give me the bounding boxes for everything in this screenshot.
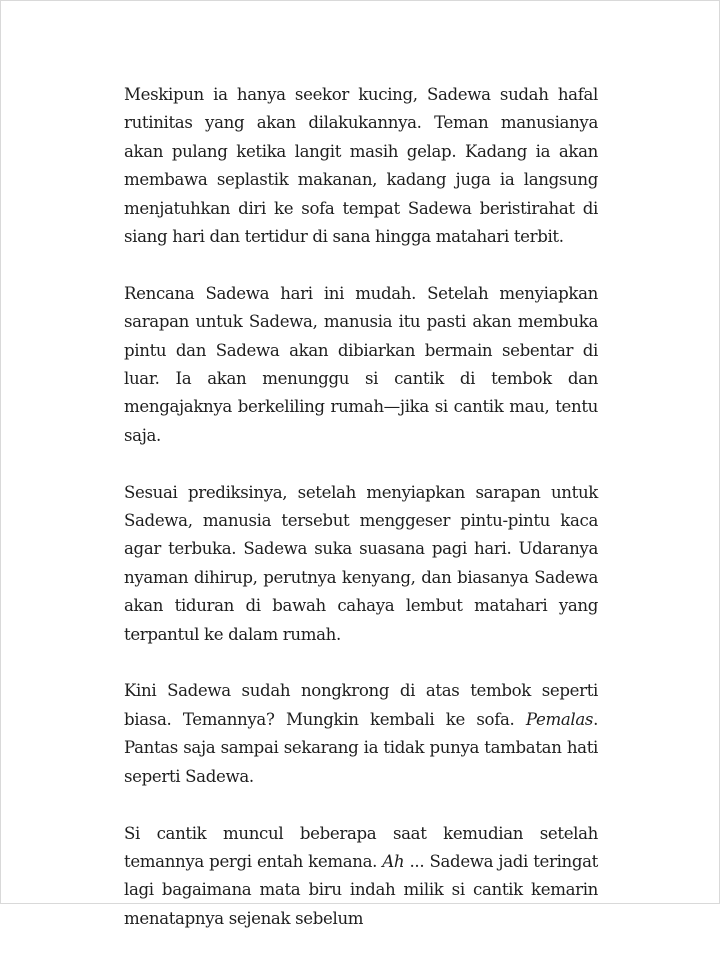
paragraph-2	[124, 280, 598, 450]
paragraph-2-text: Rencana Sadewa hari ini mudah. Setelah menyiapkan sarapan untuk Sadewa, manusia itu pasti akan membuka pintu dan Sadewa akan dibiarkan bermain sebentar di luar. Ia akan menunggu si cantik di tembok dan mengajaknya berkeliling rumah—jika si cantik mau, tentu saja.	[124, 283, 598, 445]
paragraph-4	[124, 677, 598, 791]
paragraph-1	[124, 81, 598, 251]
paragraph-3	[124, 479, 598, 649]
paragraph-4-text-end: . Pantas saja sampai sekarang ia tidak punya tambatan hati seperti Sadewa.	[124, 709, 598, 786]
paragraph-5-text-end: ... Sadewa jadi teringat lagi bagaimana mata biru indah milik si cantik kemarin menatapnya sejenak sebelum	[124, 851, 598, 928]
paragraph-4-italic-word: Pemalas	[525, 709, 594, 729]
story-text	[124, 81, 598, 962]
paragraph-5	[124, 820, 598, 934]
paragraph-5-italic-word: Ah	[382, 851, 405, 871]
paragraph-4-text-start: Kini Sadewa sudah nongkrong di atas tembok seperti biasa. Temannya? Mungkin kembali ke sofa.	[124, 681, 598, 729]
paragraph-1-text: Meskipun ia hanya seekor kucing, Sadewa sudah hafal rutinitas yang akan dilakukannya. Teman manusianya akan pulang ketika langit masih gelap. Kadang ia akan membawa seplastik makanan, kadang juga ia langsung menjatuhkan diri ke sofa tempat Sadewa beristirahat di siang hari dan tertidur di sana hingga matahari terbit.	[124, 85, 598, 247]
paragraph-3-text: Sesuai prediksinya, setelah menyiapkan sarapan untuk Sadewa, manusia tersebut menggeser pintu-pintu kaca agar terbuka. Sadewa suka suasana pagi hari. Udaranya nyaman dihirup, perutnya kenyang, dan biasanya Sadewa akan tiduran di bawah cahaya lembut matahari yang terpantul ke dalam rumah.	[124, 482, 598, 644]
paragraph-5-text-start: Si cantik muncul beberapa saat kemudian setelah temannya pergi entah kemana.	[124, 823, 598, 871]
